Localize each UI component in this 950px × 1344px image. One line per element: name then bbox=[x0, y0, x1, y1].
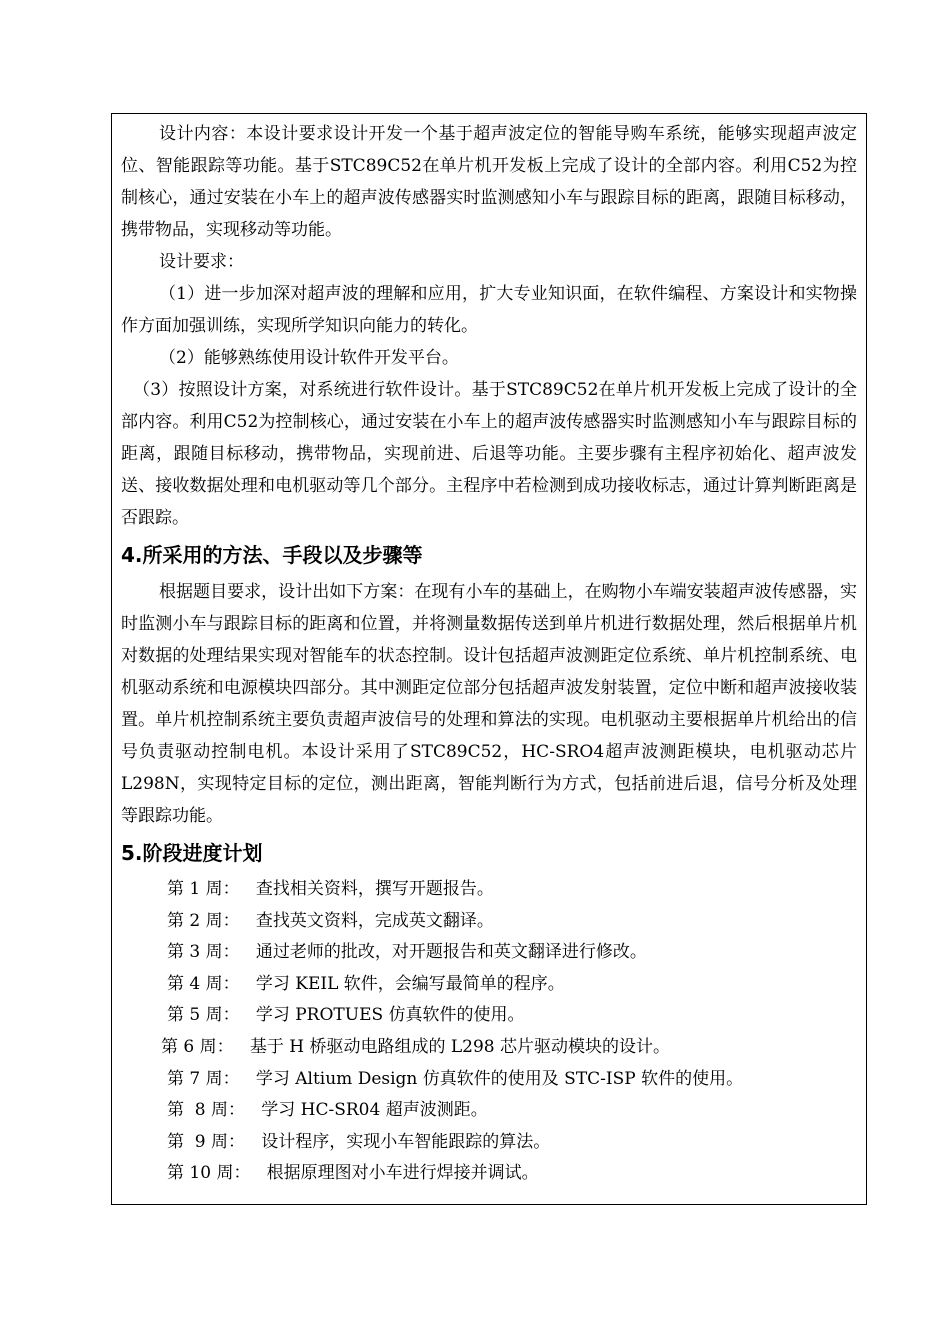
schedule-item: 第 2 周： 查找英文资料，完成英文翻译。 bbox=[167, 910, 494, 931]
content-table-frame bbox=[111, 113, 867, 1205]
schedule-item: 第 4 周： 学习 KEIL 软件，会编写最简单的程序。 bbox=[167, 973, 565, 994]
schedule-item: 第 1 周： 查找相关资料，撰写开题报告。 bbox=[167, 879, 494, 899]
method-paragraph: 根据题目要求，设计出如下方案：在现有小车的基础上，在购物小车端安装超声波传感器，实时监测小车与跟踪目标的距离和位置，并将测量数据传送到单片机进行数据处理，然后根据单片机对数据的处理结果实现对智能车的状态控制。设计包括超声波测距定位系统、单片机控制系统、电机驱动系统和电源模块四部分。其中测距定位部分包括超声波发射装置，定位中断和超声波接收装置。单片机控制系统主要负责超声波信号的处理和算法的实现。电机驱动主要根据单片机给出的信号负责驱动控制电机。本设计采用了STC89C52，HC-SRO4超声波测距模块，电机驱动芯片L298N，实现特定目标的定位，测出距离，智能判断行为方式，包括前进后退，信号分析及处理等跟踪功能。 bbox=[121, 582, 857, 826]
schedule-item: 第 5 周： 学习 PROTUES 仿真软件的使用。 bbox=[167, 1005, 525, 1026]
schedule-item: 第 6 周： 基于 H 桥驱动电路组成的 L298 芯片驱动模块的设计。 bbox=[161, 1036, 671, 1057]
schedule-item: 第 8 周： 学习 HC-SR04 超声波测距。 bbox=[167, 1100, 488, 1121]
schedule-list bbox=[121, 874, 857, 1190]
requirement-1: （1）进一步加深对超声波的理解和应用，扩大专业知识面，在软件编程、方案设计和实物操作方面加强训练，实现所学知识向能力的转化。 bbox=[121, 284, 857, 336]
schedule-item: 第 10 周： 根据原理图对小车进行焊接并调试。 bbox=[167, 1163, 539, 1184]
page-content bbox=[121, 118, 857, 1190]
schedule-item: 第 3 周： 通过老师的批改，对开题报告和英文翻译进行修改。 bbox=[167, 942, 647, 963]
section-4-heading: 4.所采用的方法、手段以及步骤等 bbox=[121, 543, 423, 567]
section-5-heading: 5.阶段进度计划 bbox=[121, 841, 263, 865]
requirement-2: （2）能够熟练使用设计软件开发平台。 bbox=[159, 348, 459, 368]
requirement-3: （3）按照设计方案，对系统进行软件设计。基于STC89C52在单片机开发板上完成了设计的全部内容。利用C52为控制核心，通过安装在小车上的超声波传感器实时监测感知小车与跟踪目标的距离，跟随目标移动，携带物品，实现前进、后退等功能。主要步骤有主程序初始化、超声波发送、接收数据处理和电机驱动等几个部分。主程序中若检测到成功接收标志，通过计算判断距离是否跟踪。 bbox=[121, 380, 857, 528]
schedule-item: 第 7 周： 学习 Altium Design 仿真软件的使用及 STC-ISP 软件的使用。 bbox=[167, 1068, 744, 1089]
design-content-paragraph: 设计内容：本设计要求设计开发一个基于超声波定位的智能导购车系统，能够实现超声波定位、智能跟踪等功能。基于STC89C52在单片机开发板上完成了设计的全部内容。利用C52为控制核心，通过安装在小车上的超声波传感器实时监测感知小车与跟踪目标的距离，跟随目标移动，携带物品，实现移动等功能。 bbox=[121, 124, 857, 240]
schedule-item: 第 9 周： 设计程序，实现小车智能跟踪的算法。 bbox=[167, 1131, 551, 1152]
design-requirements-label: 设计要求： bbox=[159, 252, 244, 272]
